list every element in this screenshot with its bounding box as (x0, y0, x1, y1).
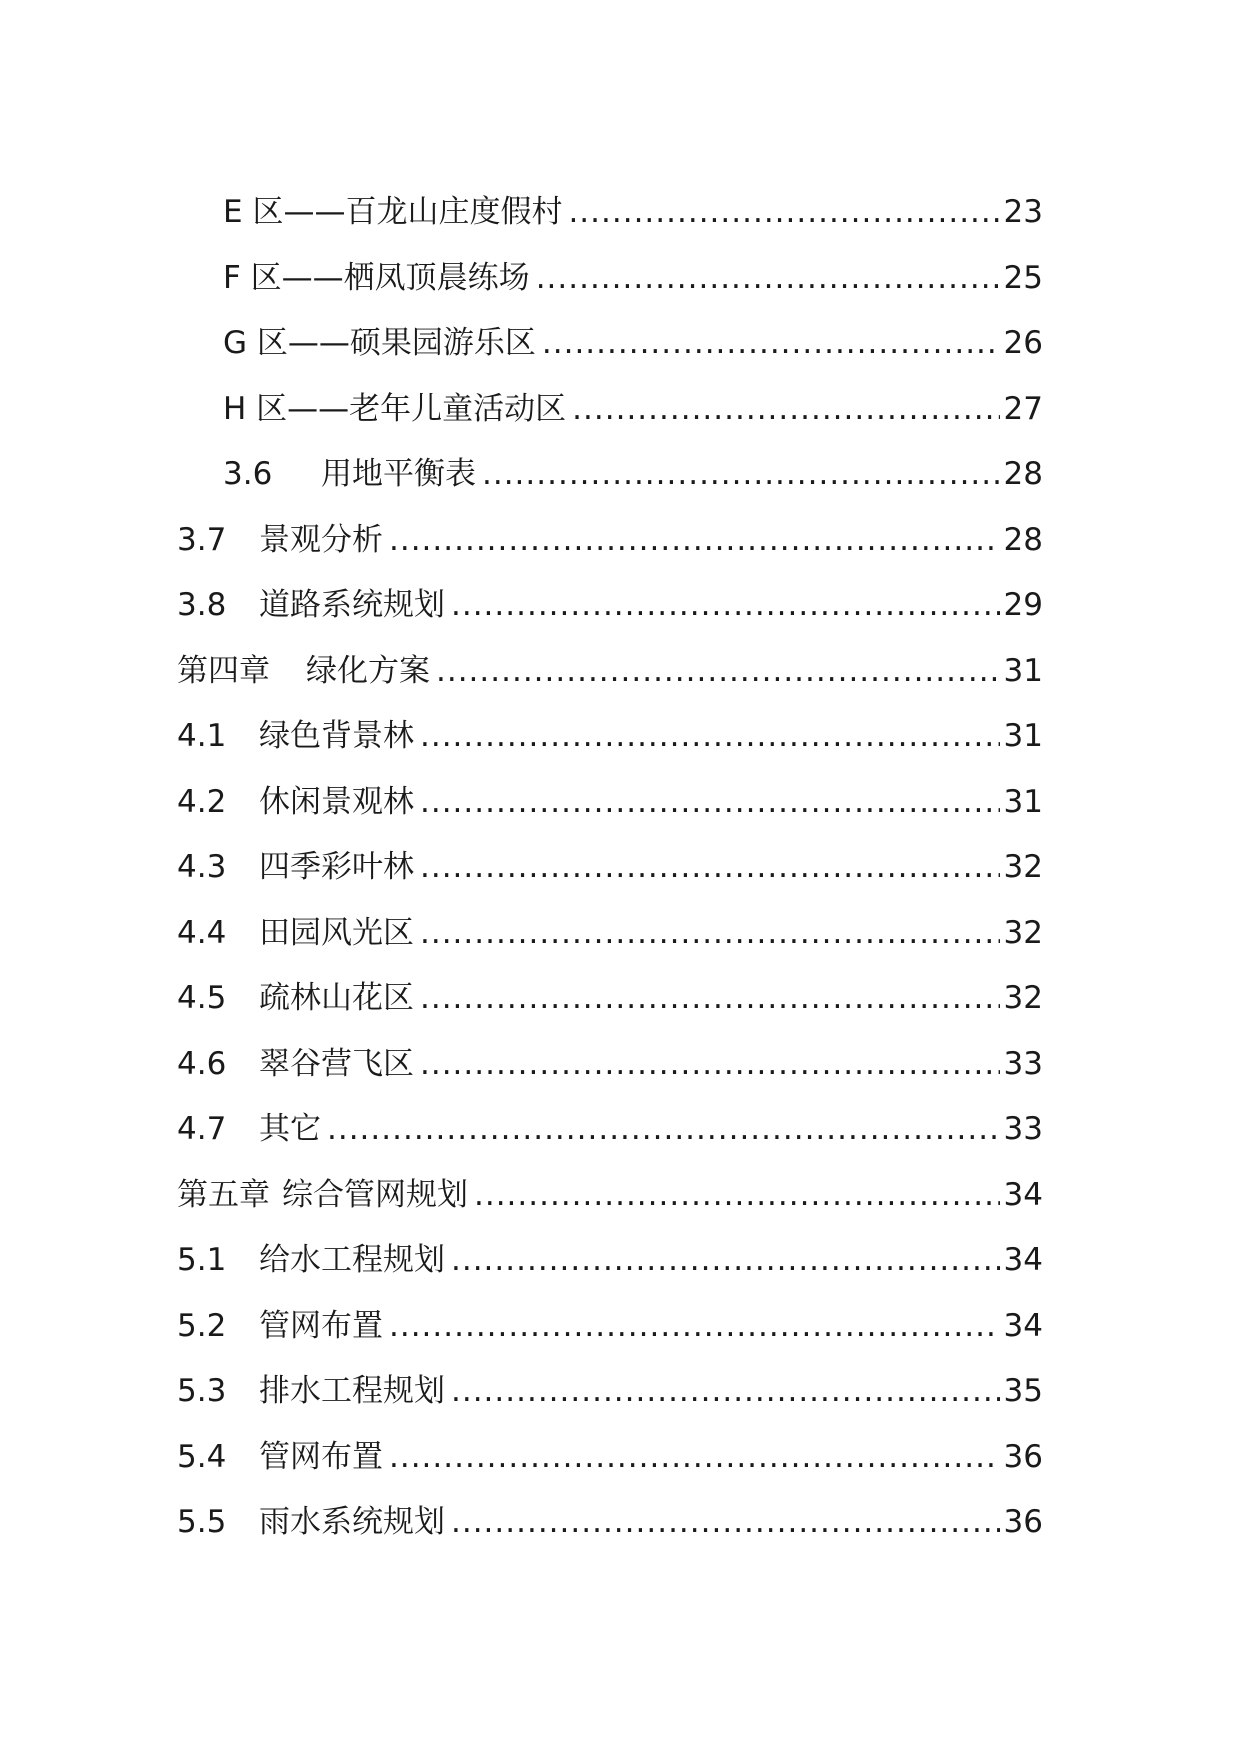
toc-entry-page-number: 34 (1003, 1242, 1043, 1278)
toc-entry-number: 第五章 (177, 1176, 270, 1213)
toc-entry-page-number: 34 (1003, 1307, 1043, 1344)
toc-entry-page-number: 31 (1003, 783, 1043, 820)
toc-entry-title: 田园风光区 (259, 914, 414, 951)
toc-entry-number: 4.1 (177, 718, 227, 754)
toc-entry-number: 5.3 (177, 1373, 227, 1409)
toc-entry-title: E 区——百龙山庄度假村 (223, 194, 563, 230)
toc-entry-page-number: 28 (1003, 521, 1043, 558)
toc-entry-number: 3.8 (177, 587, 227, 623)
toc-entry[interactable] (177, 573, 1043, 639)
toc-entry[interactable] (177, 704, 1043, 770)
toc-entry-page-number: 32 (1003, 914, 1043, 951)
toc-entry[interactable] (177, 377, 1043, 443)
toc-entry-title: H 区——老年儿童活动区 (223, 390, 567, 427)
toc-entry-number: 4.3 (177, 849, 227, 885)
toc-entry-number: 5.5 (177, 1504, 227, 1540)
toc-entry-number: 5.2 (177, 1307, 227, 1344)
toc-entry-title: 管网布置 (259, 1438, 383, 1475)
toc-entry-number: 4.4 (177, 914, 227, 951)
toc-entry-number: 3.6 (223, 456, 273, 492)
toc-entry-number: 3.7 (177, 521, 227, 558)
toc-entry-page-number: 35 (1003, 1373, 1043, 1409)
dot-leader (420, 1032, 1000, 1098)
toc-entry-title: F 区——栖凤顶晨练场 (223, 259, 530, 296)
toc-entry[interactable] (177, 770, 1043, 836)
toc-entry[interactable] (177, 1294, 1043, 1360)
toc-entry[interactable] (177, 311, 1043, 377)
toc-entry-page-number: 31 (1003, 718, 1043, 754)
toc-entry-title: 给水工程规划 (259, 1242, 445, 1278)
toc-entry-page-number: 32 (1003, 849, 1043, 885)
toc-entry-page-number: 36 (1003, 1438, 1043, 1475)
toc-entry-title: 其它 (259, 1111, 321, 1147)
toc-entry-title: 景观分析 (259, 521, 383, 558)
dot-leader (542, 311, 1000, 377)
toc-entry-title: 雨水系统规划 (259, 1504, 445, 1540)
dot-leader (389, 1294, 1000, 1360)
toc-entry-title: 翠谷营飞区 (259, 1045, 414, 1082)
toc-entry[interactable] (177, 901, 1043, 967)
toc-entry-title: 休闲景观林 (259, 783, 414, 820)
dot-leader (451, 1359, 1000, 1425)
toc-entry-page-number: 32 (1003, 980, 1043, 1016)
dot-leader (420, 966, 1000, 1032)
toc-entry-number: 4.6 (177, 1045, 227, 1082)
toc-entry[interactable] (177, 442, 1043, 508)
toc-entry[interactable] (177, 1097, 1043, 1163)
toc-entry[interactable] (177, 966, 1043, 1032)
table-of-contents (177, 180, 1043, 1556)
dot-leader (420, 770, 1000, 836)
toc-entry-page-number: 29 (1003, 587, 1043, 623)
toc-entry-page-number: 26 (1003, 325, 1043, 361)
toc-entry-page-number: 31 (1003, 652, 1043, 689)
toc-entry-title: 用地平衡表 (321, 456, 476, 492)
dot-leader (451, 573, 1000, 639)
toc-entry-title: 疏林山花区 (259, 980, 414, 1016)
toc-entry[interactable] (177, 508, 1043, 574)
toc-entry[interactable] (177, 1359, 1043, 1425)
toc-entry[interactable] (177, 1032, 1043, 1098)
toc-entry[interactable] (177, 180, 1043, 246)
dot-leader (568, 180, 999, 246)
toc-entry-title: 四季彩叶林 (259, 849, 414, 885)
dot-leader (389, 1425, 1000, 1491)
toc-entry-title: 道路系统规划 (259, 587, 445, 623)
toc-entry-page-number: 36 (1003, 1504, 1043, 1540)
dot-leader (420, 835, 1000, 901)
toc-entry-number: 5.1 (177, 1242, 227, 1278)
toc-entry[interactable] (177, 835, 1043, 901)
toc-entry-title: 管网布置 (259, 1307, 383, 1344)
toc-entry-title: 绿化方案 (306, 652, 430, 689)
dot-leader (327, 1097, 1000, 1163)
dot-leader (572, 377, 999, 443)
dot-leader (474, 1163, 1000, 1229)
dot-leader (420, 901, 1000, 967)
toc-entry-page-number: 27 (1003, 390, 1043, 427)
dot-leader (536, 246, 1000, 312)
toc-entry[interactable] (177, 1425, 1043, 1491)
dot-leader (436, 639, 1000, 705)
toc-entry-number: 4.2 (177, 783, 227, 820)
dot-leader (420, 704, 1000, 770)
toc-entry[interactable] (177, 1490, 1043, 1556)
dot-leader (389, 508, 1000, 574)
toc-entry-number: 5.4 (177, 1438, 227, 1475)
toc-entry-page-number: 23 (1003, 194, 1043, 230)
dot-leader (451, 1490, 1000, 1556)
toc-entry-number: 4.5 (177, 980, 227, 1016)
toc-entry-number: 第四章 (177, 652, 270, 689)
toc-chapter-entry[interactable] (177, 639, 1043, 705)
toc-chapter-entry[interactable] (177, 1163, 1043, 1229)
toc-entry-page-number: 33 (1003, 1045, 1043, 1082)
toc-entry-title: 绿色背景林 (259, 718, 414, 754)
toc-entry-title: 排水工程规划 (259, 1373, 445, 1409)
toc-entry[interactable] (177, 246, 1043, 312)
toc-entry-page-number: 34 (1003, 1176, 1043, 1213)
toc-entry-page-number: 25 (1003, 259, 1043, 296)
toc-entry-number: 4.7 (177, 1111, 227, 1147)
toc-entry-title: G 区——硕果园游乐区 (223, 325, 536, 361)
toc-entry-title: 综合管网规划 (282, 1176, 468, 1213)
toc-entry-page-number: 28 (1003, 456, 1043, 492)
toc-entry-page-number: 33 (1003, 1111, 1043, 1147)
toc-entry[interactable] (177, 1228, 1043, 1294)
dot-leader (482, 442, 1000, 508)
dot-leader (451, 1228, 1000, 1294)
